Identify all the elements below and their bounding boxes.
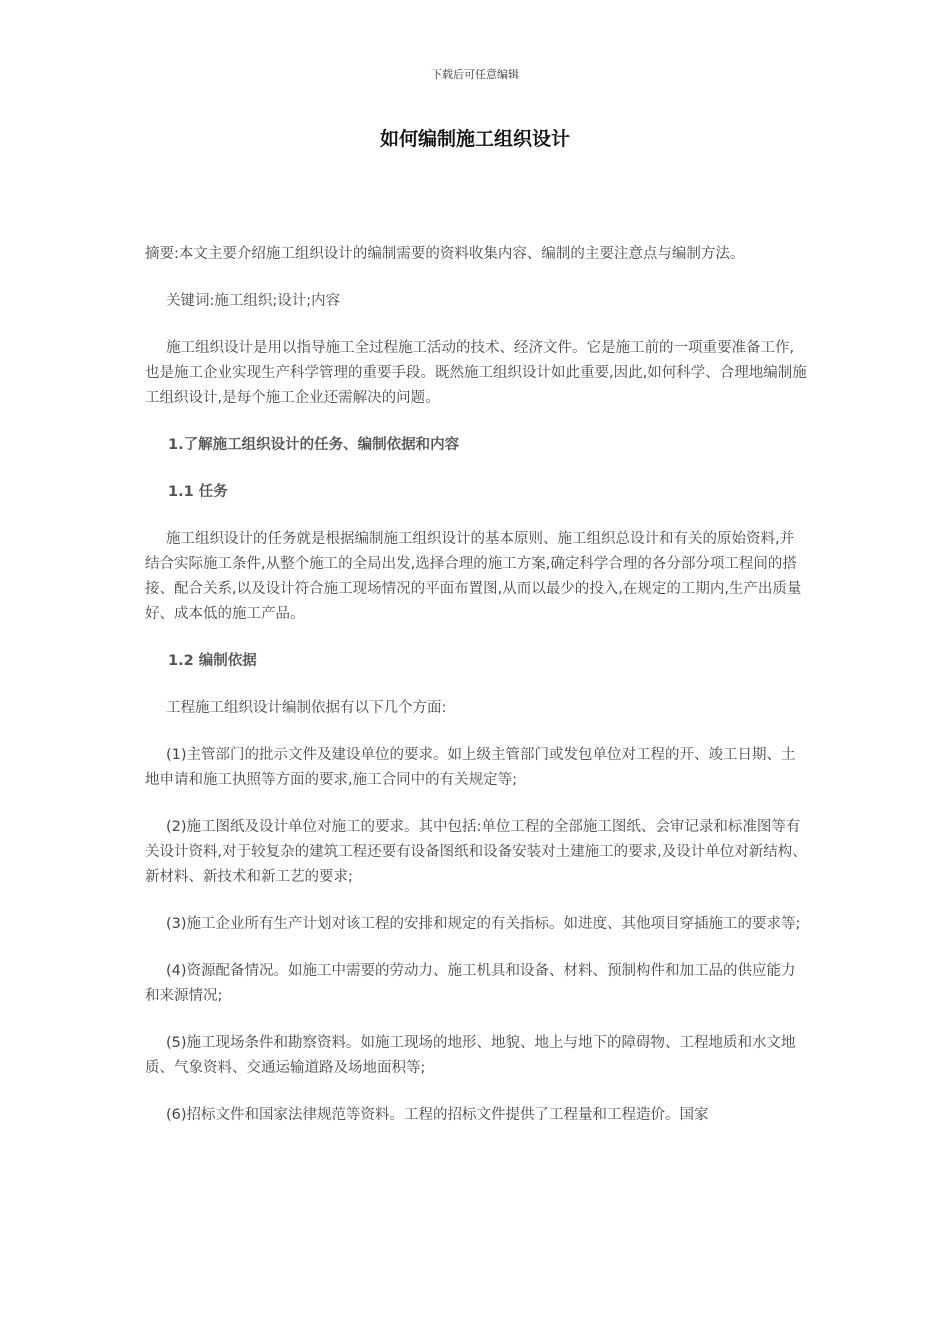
section-1-heading: 1.了解施工组织设计的任务、编制依据和内容 <box>168 437 460 453</box>
basis-item: (2)施工图纸及设计单位对施工的要求。其中包括:单位工程的全部施工图纸、会审记录和标准图等有关设计资料,对于较复杂的建筑工程还要有设备图纸和设备安装对土建施工的要求,及设计单位对新结构、新材料、新技术和新工艺的要求; <box>145 819 807 885</box>
abstract-paragraph: 摘要:本文主要介绍施工组织设计的编制需要的资料收集内容、编制的主要注意点与编制方法。 <box>145 246 745 262</box>
page-title: 如何编制施工组织设计 <box>379 128 570 150</box>
basis-item: (1)主管部门的批示文件及建设单位的要求。如上级主管部门或发包单位对工程的开、竣工日期、土地申请和施工执照等方面的要求,施工合同中的有关规定等; <box>145 747 796 788</box>
basis-item: (6)招标文件和国家法律规范等资料。工程的招标文件提供了工程量和工程造价。国家 <box>166 1107 709 1123</box>
section-1-1-body: 施工组织设计的任务就是根据编制施工组织设计的基本原则、施工组织总设计和有关的原始资料,并结合实际施工条件,从整个施工的全局出发,选择合理的施工方案,确定科学合理的各分部分项工程间的搭接、配合关系,以及设计符合施工现场情况的平面布置图,从而以最少的投入,在规定的工期内,生产出质量好、成本低的施工产品。 <box>145 531 802 622</box>
section-1-2-intro: 工程施工组织设计编制依据有以下几个方面: <box>166 700 447 716</box>
intro-paragraph: 施工组织设计是用以指导施工全过程施工活动的技术、经济文件。它是施工前的一项重要准备工作,也是施工企业实现生产科学管理的重要手段。既然施工组织设计如此重要,因此,如何科学、合理地编制施工组织设计,是每个施工企业还需解决的问题。 <box>145 340 807 406</box>
section-1-2-heading: 1.2 编制依据 <box>168 653 257 669</box>
section-1-1-heading: 1.1 任务 <box>168 484 228 500</box>
basis-item: (5)施工现场条件和勘察资料。如施工现场的地形、地貌、地上与地下的障碍物、工程地质和水文地质、气象资料、交通运输道路及场地面积等; <box>145 1035 796 1076</box>
basis-item: (3)施工企业所有生产计划对该工程的安排和规定的有关指标。如进度、其他项目穿插施工的要求等; <box>166 916 801 932</box>
header-note: 下载后可任意编辑 <box>431 68 519 81</box>
document-body <box>145 242 807 1150</box>
basis-item: (4)资源配备情况。如施工中需要的劳动力、施工机具和设备、材料、预制构件和加工品的供应能力和来源情况; <box>145 963 796 1004</box>
keywords-paragraph: 关键词:施工组织;设计;内容 <box>166 293 341 309</box>
